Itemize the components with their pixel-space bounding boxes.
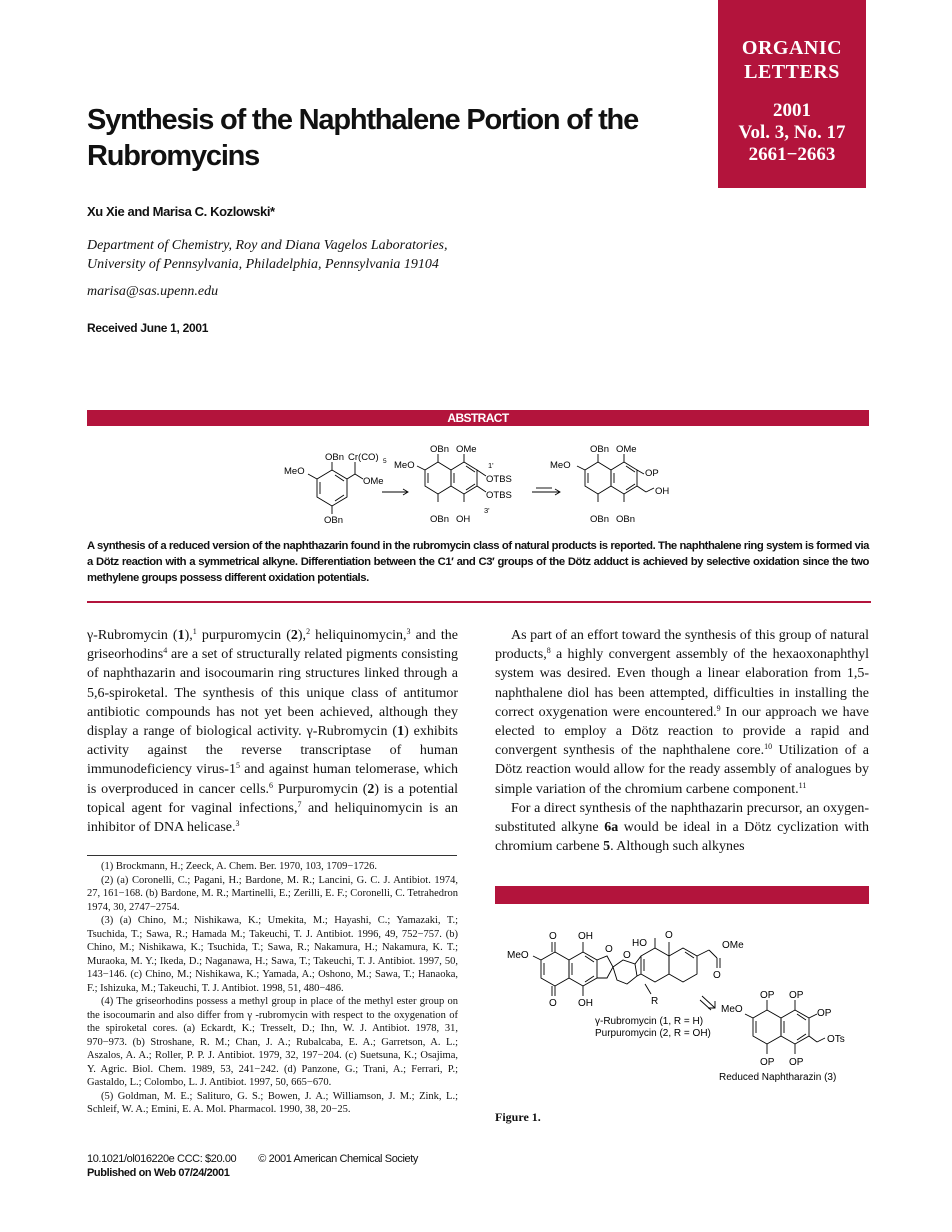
scheme-label: OBn	[324, 515, 344, 526]
footnote: (1) Brockmann, H.; Zeeck, A. Chem. Ber. 1970, 103, 1709−1726.	[101, 861, 377, 872]
figure-1-structures	[495, 912, 869, 1102]
paragraph: As part of an effort toward the synthesis of this group of natural products,$^8$ a highly convergent assembly of the hexaoxonaphthyl system was desired. Even though a linear elaboration from 1,5-naphthalene diol has been attempted, difficulties in installing the correct oxygenation were encountered.$^9$ In our approach we have elected to employ a Dötz reaction to provide a rapid and convergent synthesis of the naphthalene core.$^{10}$ Utilization of a Dötz reaction would allow for the ready assembly of analogues by simple variation of the chromium carbene component.$^{11}$	[495, 628, 869, 797]
author-email[interactable]: marisa@sas.upenn.edu	[87, 284, 219, 299]
abstract-scheme	[270, 442, 690, 532]
scheme-label: OBn	[616, 514, 636, 525]
scheme-label: OH	[456, 514, 471, 525]
figure-label: OH	[578, 931, 593, 942]
scheme-label: OMe	[363, 476, 384, 487]
scheme-label: OBn	[325, 452, 345, 463]
figure-label: MeO	[507, 950, 529, 961]
body-right-column	[495, 626, 869, 856]
figure-label: OTs	[827, 1034, 845, 1045]
figure-label: OMe	[722, 940, 744, 951]
figure-label: O	[713, 970, 721, 981]
article-title: Synthesis of the Naphthalene Portion of the Rubromycins	[87, 104, 638, 172]
scheme-label: MeO	[394, 460, 415, 471]
footnote: (5) Goldman, M. E.; Salituro, G. S.; Bowen, J. A.; Williamson, J. M.; Zink, L.; Schleif, W. A.; Emini, E. A. Mol. Pharmacol. 1990, 38, 20−25.	[87, 1090, 458, 1115]
scheme-label: OBn	[590, 444, 610, 455]
scheme-label: OTBS	[486, 474, 512, 485]
abstract-heading: ABSTRACT	[87, 410, 869, 426]
figure-compound-2-label: Purpuromycin (2, R = OH)	[595, 1028, 711, 1039]
published-date: Published on Web 07/24/2001	[87, 1167, 230, 1179]
scheme-label: OTBS	[486, 490, 512, 501]
footnote: (2) (a) Coronelli, C.; Pagani, H.; Bardone, M. R.; Lancini, G. C. J. Antibiot. 1974, 27, 161−168. (b) Bardone, M. R.; Martinelli, E.; Zerilli, E. F.; Coronelli, C. Tetrahedron 1974, 30, 2747−2754.	[87, 874, 458, 913]
figure-label: OP	[760, 1057, 775, 1068]
figure-label: O	[623, 950, 631, 961]
scheme-label: 1'	[488, 461, 494, 470]
footnote: (4) The griseorhodins possess a methyl group in place of the methyl ester group on the isocoumarin and also differ from γ -rubromycin with respect to the oxygenation of the spiroketal cores. (a) Eckardt, K.; Tresselt, D.; Ihn, W. J. Antibiot. 1978, 31, 970−973. (b) Stroshane, R. M.; Chan, J. A.; Rubalcaba, E. A.; Garretson, A. L.; Aszalos, A. A.; Roller, P. P. J. Antibiot. 1979, 32, 197−204. (c) Suetsuna, K.; Osajima, Y. Agric. Biol. Chem. 1989, 53, 241−242. (d) Panzone, G.; Trani, A.; Ferrari, P.; Gastaldo, L.; Colombo, L. J. Antibiot. 1997, 50, 665−670.	[87, 996, 458, 1088]
scheme-label: Cr(CO)	[348, 452, 379, 463]
received-date: Received June 1, 2001	[87, 321, 209, 335]
scheme-label: 5	[383, 458, 387, 465]
footer-info	[87, 1152, 418, 1180]
figure-label: OP	[789, 990, 804, 1001]
scheme-label: OBn	[430, 444, 450, 455]
figure-header-bar	[495, 886, 869, 904]
journal-badge	[718, 0, 866, 188]
scheme-label: MeO	[550, 460, 571, 471]
figure-label: OP	[789, 1057, 804, 1068]
paragraph: γ-Rubromycin (1),$^1$ purpuromycin (2),$^2$ heliquinomycin,$^3$ and the griseorhodins$^4$ are a set of structurally related pigments consisting of naphthazarin and isocoumarin ring structures linked through a 5,6-spiroketal. The synthesis of this unique class of antitumor antibiotic compounds has not yet been achieved, although they display a range of biological activity. γ-Rubromycin (1) exhibits activity against the reverse transcriptase of human immunodeficiency virus-$1^5$ and against human telomerase, which is overproduced in cancer cells.$^6$ Purpuromycin (2) is a potential topical agent for vaginal infections,$^7$ and heliquinomycin is an inhibitor of DNA helicase.$^3$	[87, 627, 458, 836]
figure-caption: Figure 1.	[495, 1110, 541, 1124]
paragraph: For a direct synthesis of the naphthazarin precursor, an oxygen-substituted alkyne 6a would be ideal in a Dötz cyclization with chromium carbene 5. Although such alkynes	[495, 800, 869, 855]
figure-label: R	[651, 996, 659, 1007]
journal-name-line1: ORGANIC	[741, 37, 843, 59]
figure-label: OP	[817, 1008, 832, 1019]
journal-issue	[718, 100, 866, 166]
footnote: (3) (a) Chino, M.; Nishikawa, K.; Umekita, M.; Hayashi, C.; Yamazaki, T.; Tsuchida, T.; Sawa, R.; Hamada M.; Takeuchi, T. J. Antibiot. 1996, 49, 752−757. (b) Chino, M.; Nishikawa, K.; Tsuchida, T.; Sawa, R.; Nakamura, H.; Nakamura, K. T.; Muraoka, M. Y.; Ikeda, D.; Naganawa, H.; Sawa, T.; Takeuchi, T. J. Antibiot. 1997, 50, 143−146. (c) Chino, M.; Nishikawa, K.; Yamada, A.; Oshono, M.; Sawa, T.; Hanaoka, F.; Ishizuka, M.; Takeuchi, T. J. Antibiot. 1998, 51, 480−486.	[87, 915, 458, 994]
journal-name-line2: LETTERS	[744, 61, 840, 83]
copyright: © 2001 American Chemical Society	[258, 1153, 419, 1165]
figure-label: MeO	[721, 1004, 743, 1015]
scheme-label: OH	[655, 486, 670, 497]
figure-compound-1-label: γ-Rubromycin (1, R = H)	[595, 1016, 704, 1027]
affiliation-line2: University of Pennsylvania, Philadelphia, Pennsylvania 19104	[87, 257, 439, 272]
figure-label: O	[665, 930, 673, 941]
journal-year: 2001	[773, 100, 811, 121]
scheme-label: 3'	[484, 506, 490, 515]
scheme-label: OBn	[430, 514, 450, 525]
body-left-column	[87, 626, 458, 837]
journal-pages: 2661−2663	[748, 144, 836, 165]
affiliation-line1: Department of Chemistry, Roy and Diana Vagelos Laboratories,	[87, 238, 448, 253]
figure-label: O	[549, 931, 557, 942]
scheme-label: OMe	[456, 444, 477, 455]
journal-volume: Vol. 3, No. 17	[738, 122, 846, 143]
figure-label: OP	[760, 990, 775, 1001]
abstract-text: A synthesis of a reduced version of the naphthazarin found in the rubromycin class of natural products is reported. The naphthalene ring system is formed via a Dötz reaction with a symmetrical alkyne. Differentiation between the C1′ and C3′ groups of the Dötz adduct is achieved by selective oxidation since the two methylene groups possess different oxidation potentials.	[87, 540, 869, 584]
figure-label: HO	[632, 938, 647, 949]
abstract-divider	[87, 601, 871, 603]
figure-label: O	[549, 998, 557, 1009]
scheme-label: OMe	[616, 444, 637, 455]
scheme-label: OP	[645, 468, 659, 479]
figure-label: OH	[578, 998, 593, 1009]
figure-label: O	[605, 944, 613, 955]
authors: Xu Xie and Marisa C. Kozlowski*	[87, 204, 275, 219]
scheme-label: OBn	[590, 514, 610, 525]
journal-name	[718, 36, 866, 84]
affiliation	[87, 236, 647, 274]
footnote-divider	[87, 855, 457, 856]
figure-compound-3-label: Reduced Naphtharazin (3)	[719, 1072, 837, 1083]
doi[interactable]: 10.1021/ol016220e CCC: $20.00	[87, 1153, 237, 1165]
scheme-label: MeO	[284, 466, 305, 477]
footnotes	[87, 860, 458, 1117]
